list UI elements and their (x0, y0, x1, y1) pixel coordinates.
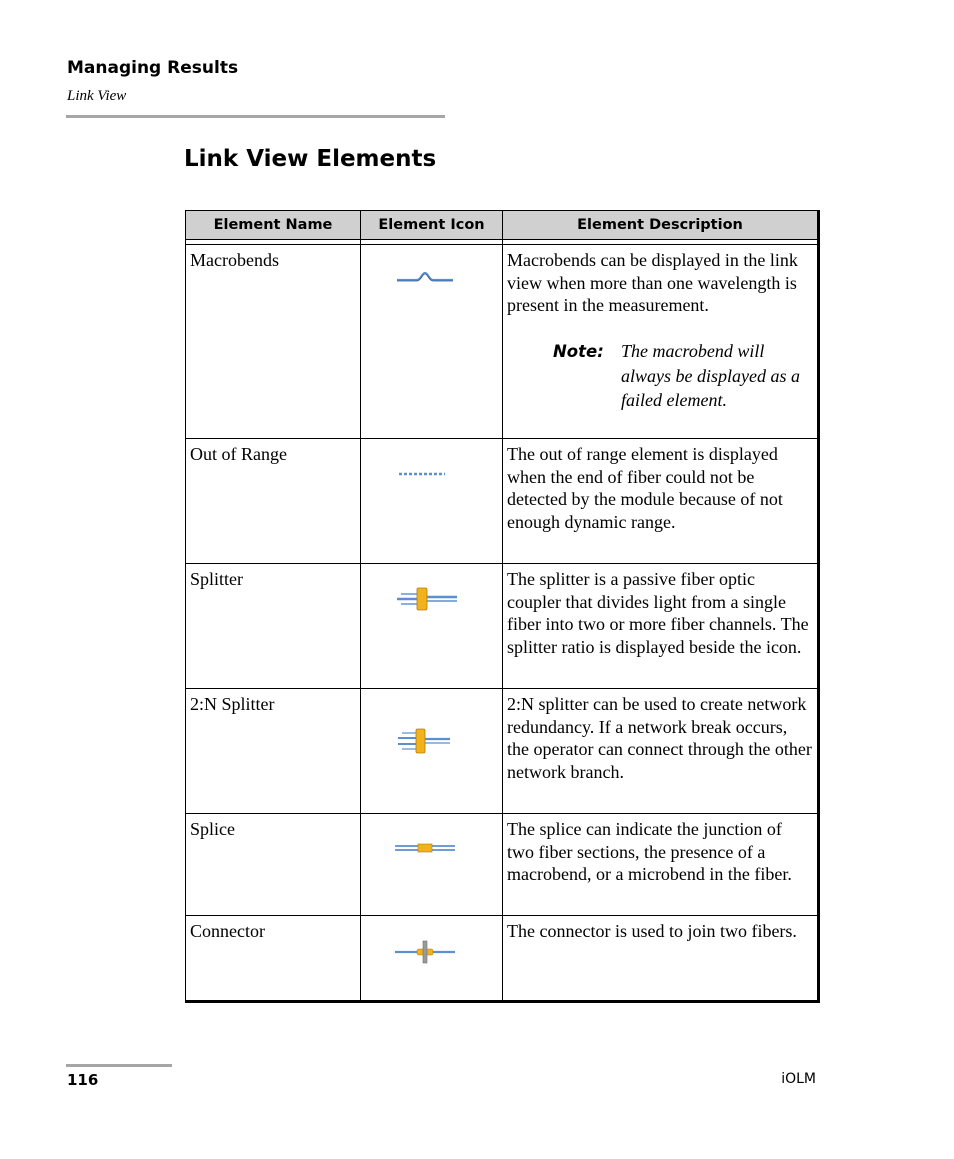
page-number: 116 (67, 1071, 99, 1089)
running-header-subtitle: Link View (67, 88, 127, 104)
note (553, 339, 813, 413)
table-row (186, 916, 819, 1002)
element-description: The splice can indicate the junction of two fiber sections, the presence of a macrobend, or a microbend in the fiber. (503, 814, 819, 916)
column-header-description: Element Description (503, 211, 819, 240)
element-description: Macrobends can be displayed in the link view when more than one wavelength is present in the measurement. (507, 250, 798, 316)
element-name: 2:N Splitter (186, 689, 361, 814)
product-name: iOLM (781, 1071, 816, 1087)
out-of-range-icon (399, 471, 447, 477)
element-name: Splice (186, 814, 361, 916)
running-header-title: Managing Results (67, 58, 239, 78)
macrobend-icon (397, 271, 453, 287)
splice-icon (395, 842, 455, 854)
table-header-row (186, 211, 819, 240)
element-name: Splitter (186, 564, 361, 689)
element-name: Out of Range (186, 439, 361, 564)
column-header-name: Element Name (186, 211, 361, 240)
note-text: The macrobend will always be displayed as a failed element. (621, 341, 800, 411)
footer-rule (66, 1064, 172, 1067)
table-row (186, 814, 819, 916)
table-row (186, 564, 819, 689)
link-view-elements-table (185, 210, 820, 1003)
element-name: Connector (186, 916, 361, 1002)
element-description: The connector is used to join two fibers. (503, 916, 819, 1002)
connector-icon (395, 940, 455, 964)
section-title: Link View Elements (184, 146, 437, 172)
element-description: The out of range element is displayed when the end of fiber could not be detected by the module because of not enough dynamic range. (503, 439, 819, 564)
table-row (186, 689, 819, 814)
note-label: Note: (553, 342, 604, 362)
element-description: The splitter is a passive fiber optic coupler that divides light from a single fiber into two or more fiber channels. The splitter ratio is displayed beside the icon. (503, 564, 819, 689)
column-header-icon: Element Icon (361, 211, 503, 240)
splitter-icon (397, 586, 457, 612)
table-row (186, 245, 819, 439)
2n-splitter-icon (398, 727, 450, 755)
table-row (186, 439, 819, 564)
element-description: 2:N splitter can be used to create network redundancy. If a network break occurs, the operator can connect through the other network branch. (503, 689, 819, 814)
header-rule (66, 115, 445, 118)
element-name: Macrobends (186, 245, 361, 439)
